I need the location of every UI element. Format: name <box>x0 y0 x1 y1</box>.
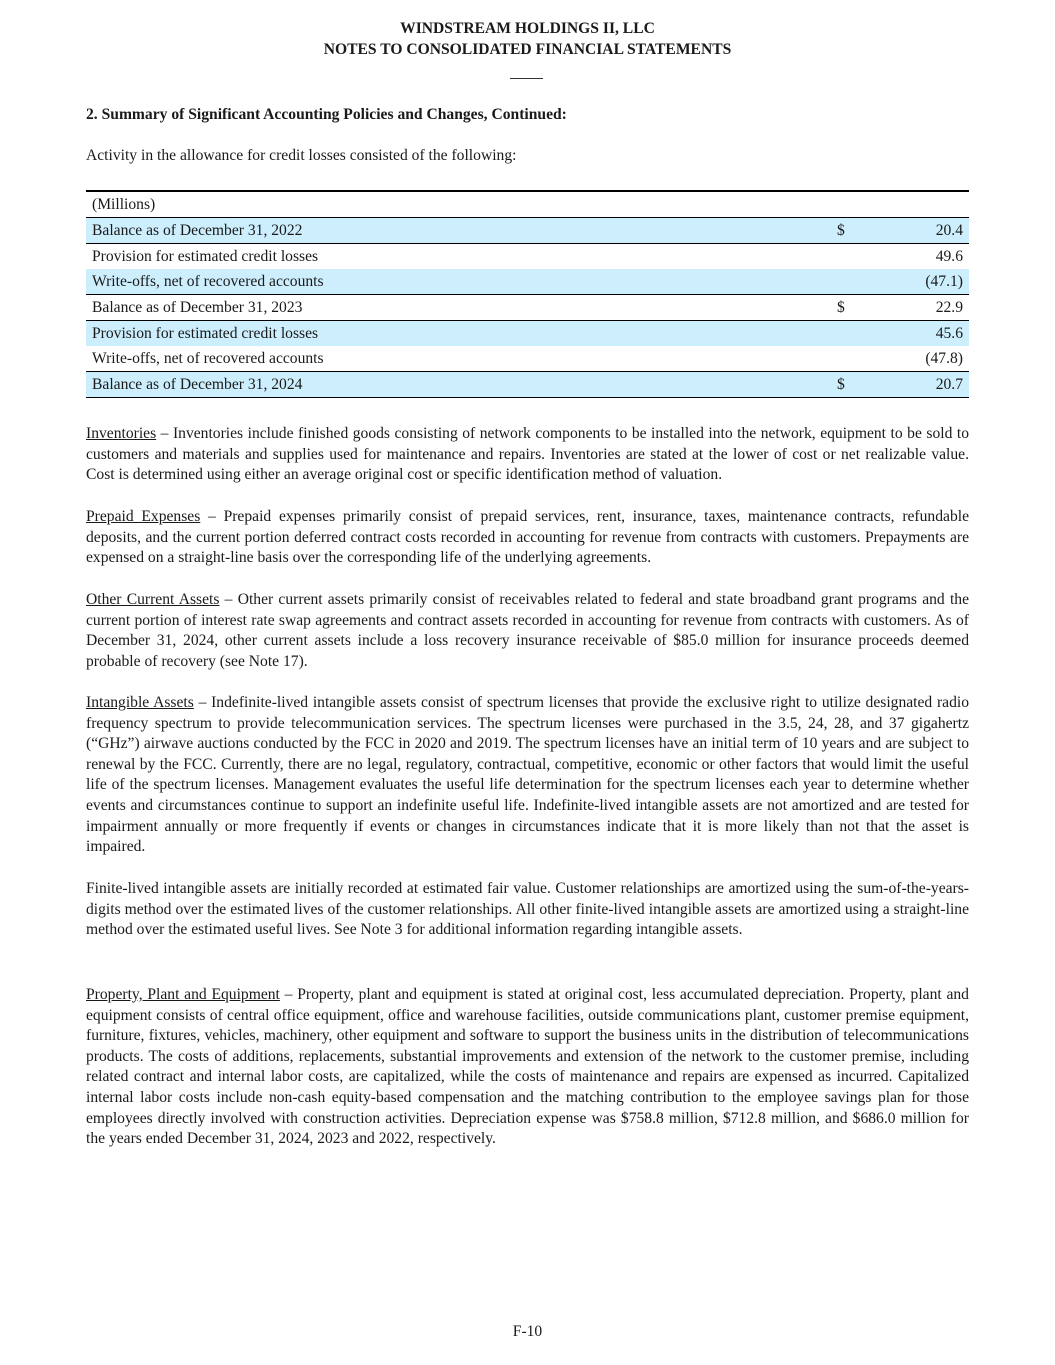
finite-body: Finite-lived intangible assets are initially recorded at estimated fair value. Customer relationships are amortized using the sum-of-the-years-digits method over the estimated lives of the customer relationships. All other finite-lived intangible assets are amortized using a straight-line method over the estimated useful lives. See Note 3 for additional information regarding intangible assets. <box>86 880 969 939</box>
intangible-body: – Indefinite-lived intangible assets consist of spectrum licenses that provide the exclusive right to utilize designated radio frequency spectrum to provide telecommunication services. The spectrum licenses were purchased in the 3.5, 24, 28, and 37 gigahertz (“GHz”) airwave auctions conducted by the FCC in 2020 and 2019. The spectrum licenses have an initial term of 10 years and are subject to renewal by the FCC. Currently, there are no legal, regulatory, contractual, competitive, economic or other factors that would limit the useful life of the spectrum licenses. Management evaluates the useful life determination for the spectrum licenses each year to determine whether events and circumstances continue to support an indefinite useful life. Indefinite-lived intangible assets are not amortized and are tested for impairment annually or more frequently if events or changes in circumstances indicate that it is more likely than not that the asset is impaired. <box>86 694 970 856</box>
row-label: Balance as of December 31, 2022 <box>86 218 837 244</box>
table-row <box>86 372 969 398</box>
header-divider <box>510 78 543 79</box>
prepaid-heading: Prepaid Expenses <box>86 508 201 525</box>
table-row <box>86 269 969 295</box>
inventories-heading: Inventories <box>86 425 157 442</box>
currency-symbol: $ <box>837 295 867 321</box>
document-title: NOTES TO CONSOLIDATED FINANCIAL STATEMENTS <box>323 41 732 58</box>
currency-symbol: $ <box>837 372 867 398</box>
allowance-table <box>86 190 969 398</box>
inventories-body: – Inventories include finished goods consisting of network components to be installed into the network, equipment to be sold to customers and materials and supplies used for maintenance and repairs. Inventories are stated at the lower of cost or net realizable value. Cost is determined using either an average original cost or specific identification method of valuation. <box>86 425 969 484</box>
row-label: Provision for estimated credit losses <box>86 244 837 270</box>
currency-symbol <box>837 244 867 270</box>
intangible-heading: Intangible Assets <box>86 694 194 711</box>
row-label: Balance as of December 31, 2024 <box>86 372 837 398</box>
ppe-heading: Property, Plant and Equipment <box>86 986 280 1003</box>
table-header-row <box>86 191 969 218</box>
row-label: Write-offs, net of recovered accounts <box>86 269 837 295</box>
table-row <box>86 295 969 321</box>
table-row <box>86 244 969 270</box>
prepaid-body: – Prepaid expenses primarily consist of prepaid services, rent, insurance, taxes, maintenance contracts, refundable deposits, and the current portion deferred contract costs recorded in accounting for revenue from contracts with customers. Prepayments are expensed on a straight-line basis over the corresponding life of the underlying agreements. <box>86 508 969 567</box>
table-row <box>86 346 969 372</box>
currency-symbol: $ <box>837 218 867 244</box>
row-value: 49.6 <box>867 244 969 270</box>
paragraph-finite-lived <box>86 879 969 941</box>
paragraph-other-current-assets <box>86 590 969 672</box>
other-current-heading: Other Current Assets <box>86 591 220 608</box>
unit-header: (Millions) <box>86 191 837 218</box>
table-row <box>86 321 969 347</box>
row-value: 22.9 <box>867 295 969 321</box>
table-intro: Activity in the allowance for credit losses consisted of the following: <box>86 147 517 164</box>
row-value: 20.4 <box>867 218 969 244</box>
paragraph-ppe <box>86 985 969 1150</box>
section-title: 2. Summary of Significant Accounting Policies and Changes, Continued: <box>86 106 567 123</box>
paragraph-prepaid-expenses <box>86 507 969 569</box>
ppe-body: – Property, plant and equipment is stated at original cost, less accumulated depreciation. Property, plant and equipment consists of central office equipment, office and warehouse facilities, outside communications plant, customer premise equipment, furniture, fixtures, vehicles, machinery, other equipment and software to support the business units in the distribution of telecommunications products. The costs of additions, replacements, substantial improvements and extension of the network to the customer premise, including related contract and internal labor costs, are capitalized, while the costs of maintenance and repairs are expensed as incurred. Capitalized internal labor costs include non-cash equity-based compensation and the matching contribution to the employee savings plan for those employees directly involved with construction activities. Depreciation expense was $758.8 million, $712.8 million, and $686.0 million for the years ended December 31, 2024, 2023 and 2022, respectively. <box>86 986 969 1148</box>
table-row <box>86 218 969 244</box>
row-label: Balance as of December 31, 2023 <box>86 295 837 321</box>
row-value: (47.1) <box>867 269 969 295</box>
paragraph-intangible-assets <box>86 693 969 858</box>
page-number: F-10 <box>512 1323 543 1340</box>
row-label: Provision for estimated credit losses <box>86 321 837 347</box>
company-name: WINDSTREAM HOLDINGS II, LLC <box>400 20 655 37</box>
row-value: (47.8) <box>925 350 963 367</box>
row-value: 20.7 <box>867 372 969 398</box>
currency-symbol <box>837 269 867 295</box>
row-value: 45.6 <box>867 321 969 347</box>
currency-symbol <box>837 321 867 347</box>
other-current-body: – Other current assets primarily consist of receivables related to federal and state broadband grant programs and the current portion of interest rate swap agreements and contract assets recorded in accounting for revenue from contracts with customers. As of December 31, 2024, other current assets include a loss recovery insurance receivable of $85.0 million for insurance proceeds deemed probable of recovery (see Note 17). <box>86 591 969 670</box>
row-label: Write-offs, net of recovered accounts <box>92 350 324 367</box>
paragraph-inventories <box>86 424 969 486</box>
currency-symbol <box>837 346 867 372</box>
